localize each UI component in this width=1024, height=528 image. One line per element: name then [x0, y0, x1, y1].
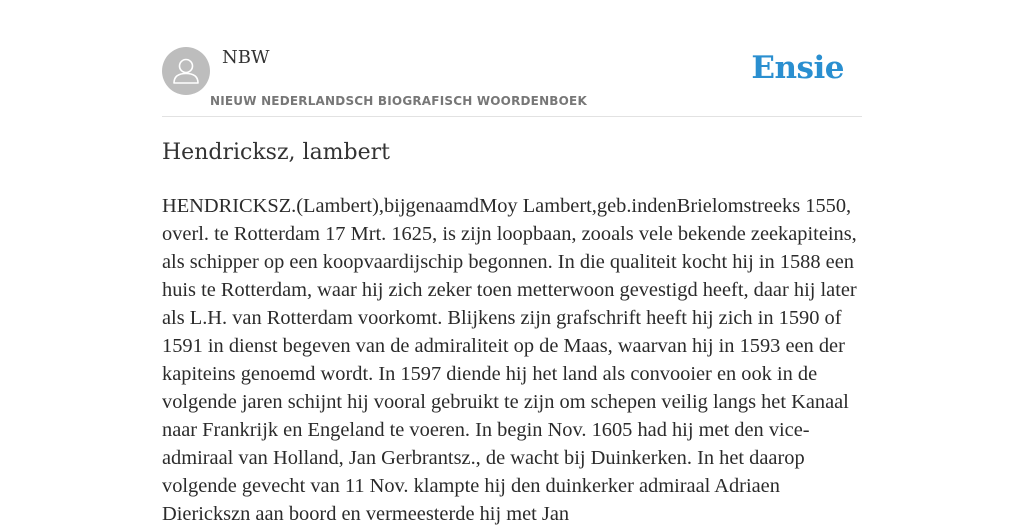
page-title: Hendricksz, lambert: [162, 140, 391, 165]
article-body: HENDRICKSZ.(Lambert),bijgenaamdMoy Lambert,geb.indenBrielomstreeks 1550, overl. te Rotterdam 17 Mrt. 1625, is zijn loopbaan, zooals vele bekende zeekapiteins, als schipper op een koopvaardijschip begonnen. In die qualiteit kocht hij in 1588 een huis te Rotterdam, waar hij zich zeker toen metterwoon gevestigd heeft, daar hij later als L.H. van Rotterdam voorkomt. Blijkens zijn grafschrift heeft hij zich in 1590 of 1591 in dienst begeven van de admiraliteit op de Maas, waarvan hij in 1593 een der kapiteins genoemd wordt. In 1597 diende hij het land als convooier en ook in de volgende jaren schijnt hij vooral gebruikt te zijn om schepen veilig langs het Kanaal naar Frankrijk en Engeland te voeren. In begin Nov. 1605 had hij met den vice-admiraal van Holland, Jan Gerbrantsz., de wacht bij Duinkerken. In het daarop volgende gevecht van 11 Nov. klampte hij den duinkerker admiraal Adriaen Dierickszn aan boord en vermeesterde hij met Jan: [162, 195, 857, 525]
site-header: [162, 0, 862, 117]
avatar[interactable]: [162, 47, 210, 95]
ensie-logo[interactable]: Ensie: [751, 50, 844, 86]
user-icon: [162, 47, 210, 95]
site-subtitle: NIEUW NEDERLANDSCH BIOGRAFISCH WOORDENBOEK: [210, 94, 587, 108]
site-name[interactable]: NBW: [222, 47, 270, 68]
